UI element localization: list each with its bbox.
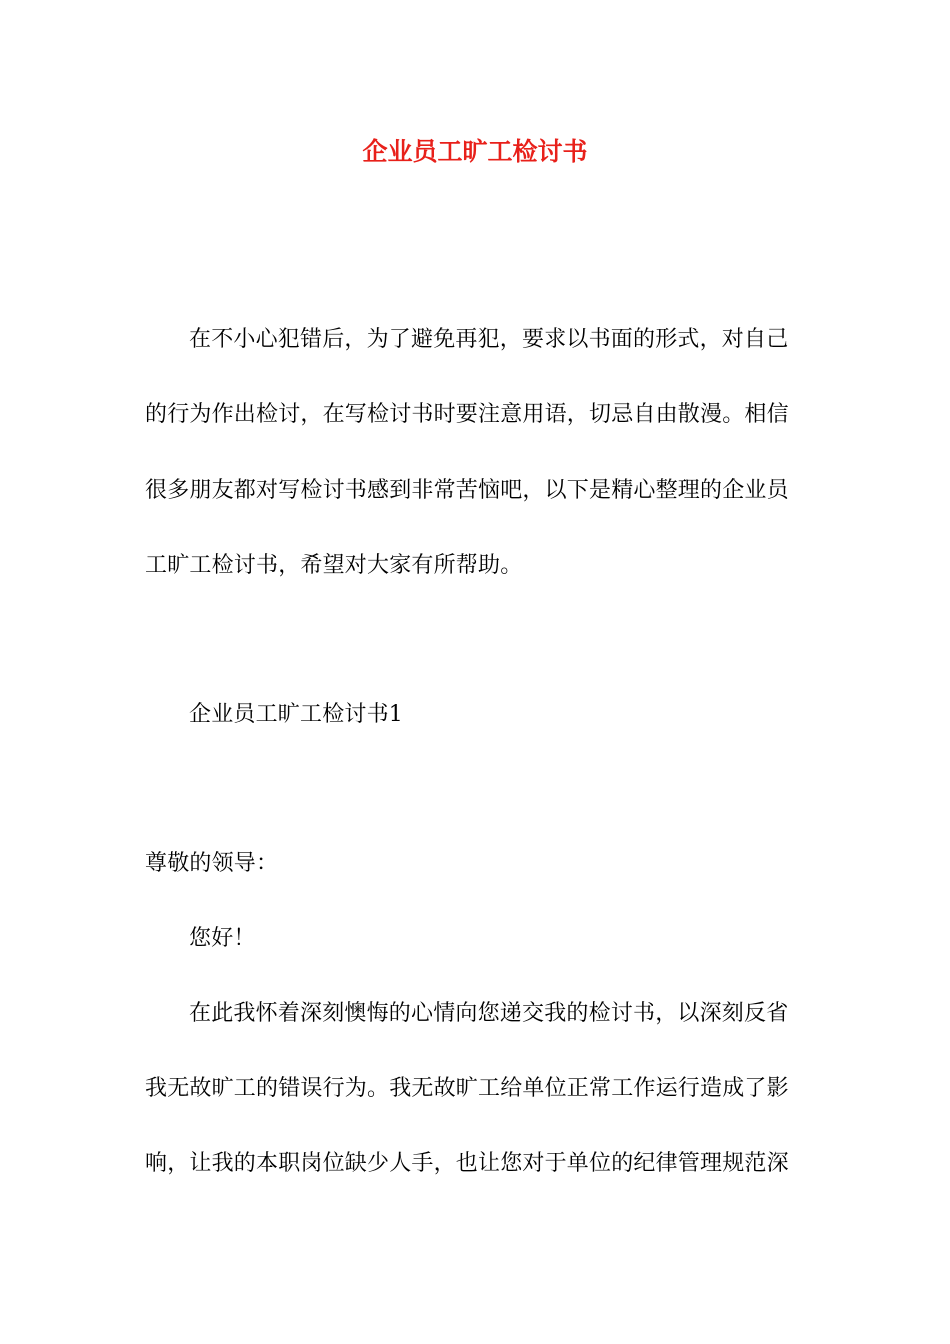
salutation: 尊敬的领导：	[145, 851, 279, 876]
body-line-3: 响，让我的本职岗位缺少人手，也让您对于单位的纪律管理规范深	[145, 1151, 789, 1176]
body-line-2: 我无故旷工的错误行为。我无故旷工给单位正常工作运行造成了影	[145, 1076, 789, 1101]
intro-line-4: 工旷工检讨书，希望对大家有所帮助。	[145, 553, 523, 578]
section-heading: 企业员工旷工检讨书1	[189, 702, 403, 727]
greeting: 您好！	[189, 926, 256, 951]
intro-line-3: 很多朋友都对写检讨书感到非常苦恼吧，以下是精心整理的企业员	[145, 478, 789, 503]
intro-line-2: 的行为作出检讨，在写检讨书时要注意用语，切忌自由散漫。相信	[145, 402, 789, 427]
intro-line-1: 在不小心犯错后，为了避免再犯，要求以书面的形式，对自己	[189, 327, 789, 352]
body-line-1: 在此我怀着深刻懊悔的心情向您递交我的检讨书，以深刻反省	[189, 1001, 789, 1026]
document-title: 企业员工旷工检讨书	[362, 137, 588, 166]
